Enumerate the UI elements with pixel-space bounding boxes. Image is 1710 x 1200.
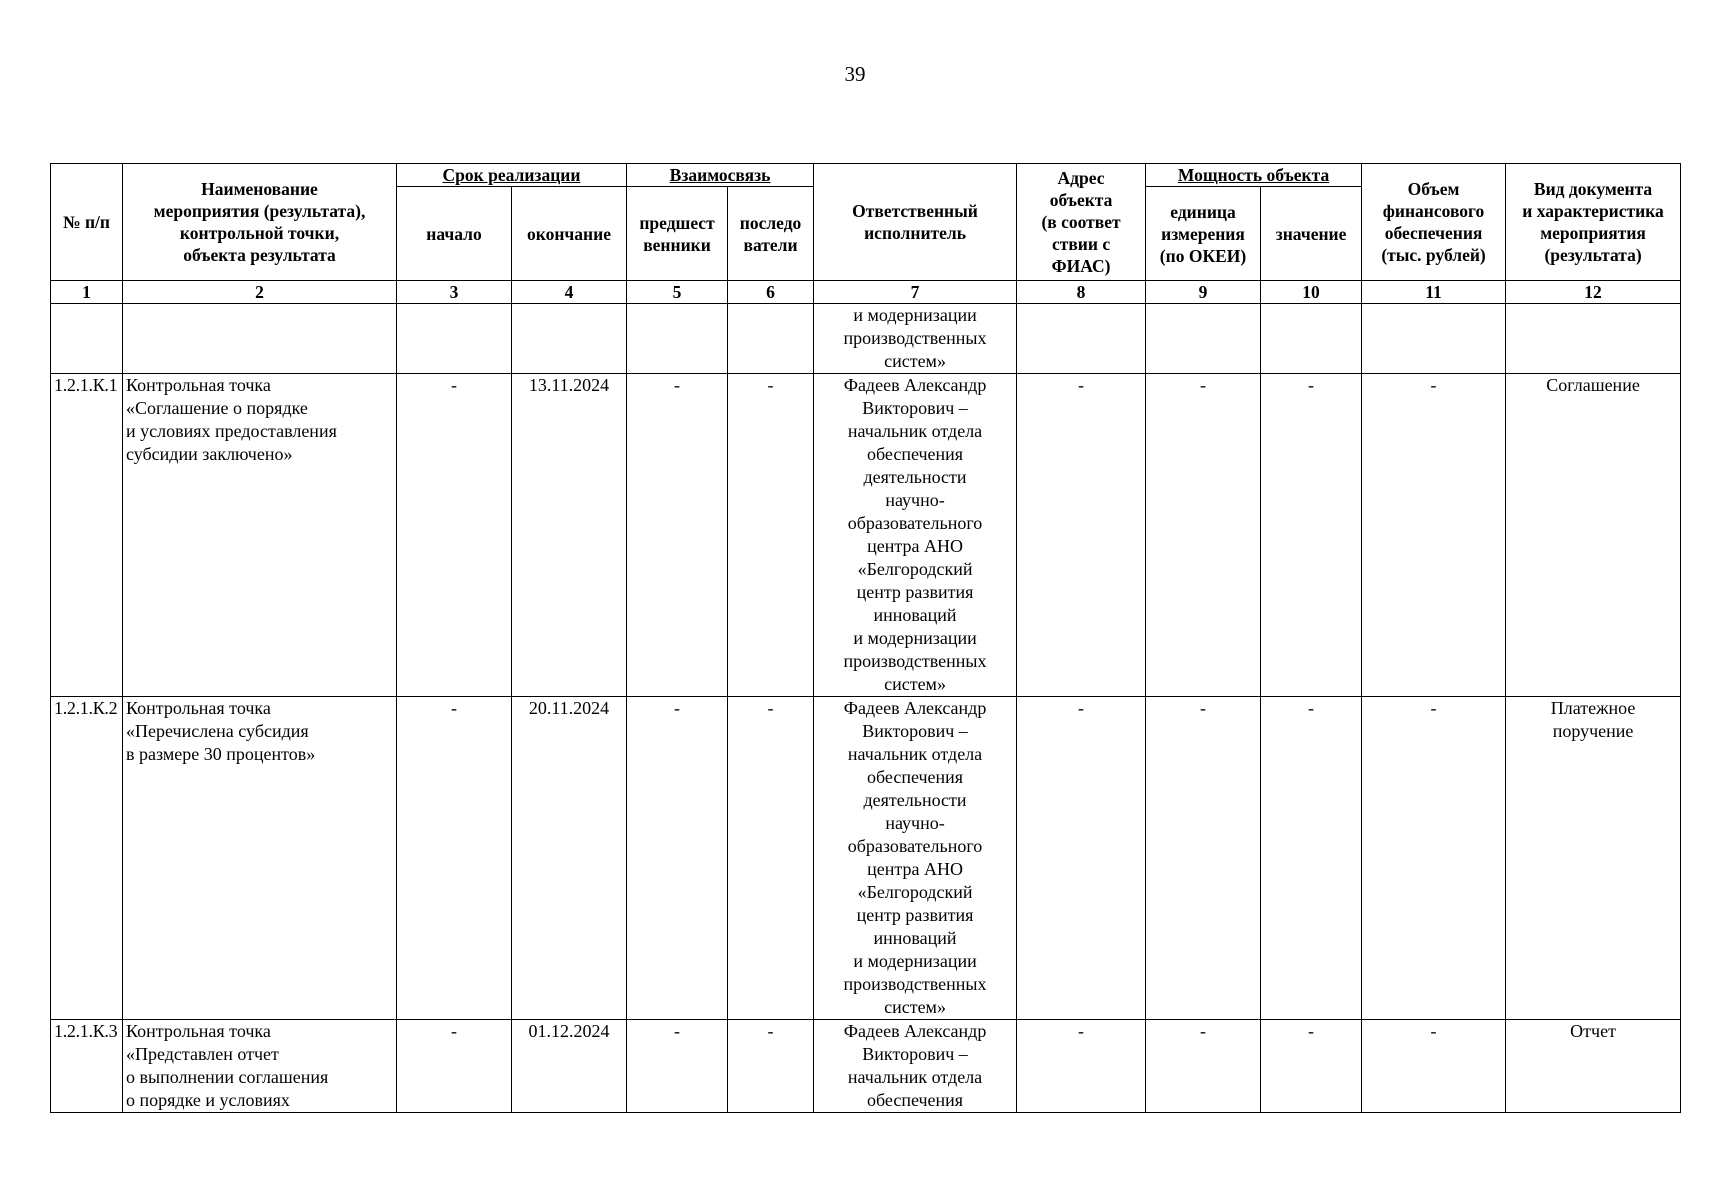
header-predecessors: предшест венники bbox=[627, 187, 728, 281]
header-unit: единица измерения (по ОКЕИ) bbox=[1146, 187, 1261, 281]
header-successors: последо ватели bbox=[728, 187, 814, 281]
cell-responsible: и модернизации производственных систем» bbox=[814, 304, 1017, 374]
header-group-link: Взаимосвязь bbox=[627, 164, 814, 187]
header-num: № п/п bbox=[51, 164, 123, 281]
cell-name: Контрольная точка «Представлен отчет о выполнении соглашения о порядке и условиях bbox=[123, 1020, 397, 1113]
cell-doc-type: Платежное поручение bbox=[1506, 697, 1681, 1020]
column-number: 11 bbox=[1362, 281, 1506, 304]
cell-financing: - bbox=[1362, 374, 1506, 697]
cell-start: - bbox=[397, 697, 512, 1020]
cell-value: - bbox=[1261, 697, 1362, 1020]
page-number: 39 bbox=[844, 62, 866, 86]
header-address: Адрес объекта (в соответ ствии с ФИАС) bbox=[1017, 164, 1146, 281]
cell-doc-type: Отчет bbox=[1506, 1020, 1681, 1113]
header-end: окончание bbox=[512, 187, 627, 281]
cell-name: Контрольная точка «Соглашение о порядке и условиях предоставления субсидии заключено» bbox=[123, 374, 397, 697]
cell-predecessors: - bbox=[627, 697, 728, 1020]
cell-responsible: Фадеев Александр Викторович – начальник отдела обеспечения деятельности научно- образовательного центра АНО «Белгородский центр развития инноваций и модернизации производственных систем» bbox=[814, 374, 1017, 697]
cell-responsible: Фадеев Александр Викторович – начальник отдела обеспечения bbox=[814, 1020, 1017, 1113]
column-number: 10 bbox=[1261, 281, 1362, 304]
cell-financing bbox=[1362, 304, 1506, 374]
cell-predecessors: - bbox=[627, 374, 728, 697]
plan-table bbox=[50, 163, 1681, 1113]
column-number: 1 bbox=[51, 281, 123, 304]
column-number: 6 bbox=[728, 281, 814, 304]
column-number: 2 bbox=[123, 281, 397, 304]
column-number: 5 bbox=[627, 281, 728, 304]
cell-value bbox=[1261, 304, 1362, 374]
cell-financing: - bbox=[1362, 1020, 1506, 1113]
cell-address: - bbox=[1017, 1020, 1146, 1113]
cell-successors: - bbox=[728, 1020, 814, 1113]
table-row bbox=[51, 1020, 1681, 1113]
header-number-row bbox=[51, 281, 1681, 304]
cell-value: - bbox=[1261, 374, 1362, 697]
header-start: начало bbox=[397, 187, 512, 281]
cell-end: 20.11.2024 bbox=[512, 697, 627, 1020]
header-responsible: Ответственный исполнитель bbox=[814, 164, 1017, 281]
header-group-term: Срок реализации bbox=[397, 164, 627, 187]
cell-num bbox=[51, 304, 123, 374]
cell-financing: - bbox=[1362, 697, 1506, 1020]
column-number: 9 bbox=[1146, 281, 1261, 304]
cell-name: Контрольная точка «Перечислена субсидия в размере 30 процентов» bbox=[123, 697, 397, 1020]
column-number: 4 bbox=[512, 281, 627, 304]
cell-predecessors bbox=[627, 304, 728, 374]
cell-successors: - bbox=[728, 697, 814, 1020]
table-header bbox=[51, 164, 1681, 304]
cell-start: - bbox=[397, 374, 512, 697]
cell-address bbox=[1017, 304, 1146, 374]
cell-address: - bbox=[1017, 374, 1146, 697]
cell-start: - bbox=[397, 1020, 512, 1113]
cell-num: 1.2.1.К.2 bbox=[51, 697, 123, 1020]
cell-successors: - bbox=[728, 374, 814, 697]
cell-successors bbox=[728, 304, 814, 374]
header-value: значение bbox=[1261, 187, 1362, 281]
cell-num: 1.2.1.К.1 bbox=[51, 374, 123, 697]
header-financing: Объем финансового обеспечения (тыс. рублей) bbox=[1362, 164, 1506, 281]
table-row bbox=[51, 374, 1681, 697]
cell-end: 01.12.2024 bbox=[512, 1020, 627, 1113]
cell-end: 13.11.2024 bbox=[512, 374, 627, 697]
cell-end bbox=[512, 304, 627, 374]
table-row bbox=[51, 304, 1681, 374]
cell-value: - bbox=[1261, 1020, 1362, 1113]
header-name: Наименование мероприятия (результата), контрольной точки, объекта результата bbox=[123, 164, 397, 281]
cell-unit bbox=[1146, 304, 1261, 374]
cell-name bbox=[123, 304, 397, 374]
cell-doc-type bbox=[1506, 304, 1681, 374]
cell-unit: - bbox=[1146, 697, 1261, 1020]
cell-unit: - bbox=[1146, 374, 1261, 697]
cell-unit: - bbox=[1146, 1020, 1261, 1113]
column-number: 8 bbox=[1017, 281, 1146, 304]
column-number: 3 bbox=[397, 281, 512, 304]
header-group-power: Мощность объекта bbox=[1146, 164, 1362, 187]
cell-doc-type: Соглашение bbox=[1506, 374, 1681, 697]
cell-start bbox=[397, 304, 512, 374]
cell-predecessors: - bbox=[627, 1020, 728, 1113]
cell-num: 1.2.1.К.3 bbox=[51, 1020, 123, 1113]
column-number: 7 bbox=[814, 281, 1017, 304]
cell-responsible: Фадеев Александр Викторович – начальник отдела обеспечения деятельности научно- образовательного центра АНО «Белгородский центр развития инноваций и модернизации производственных систем» bbox=[814, 697, 1017, 1020]
table-row bbox=[51, 697, 1681, 1020]
header-doc-type: Вид документа и характеристика мероприятия (результата) bbox=[1506, 164, 1681, 281]
column-number: 12 bbox=[1506, 281, 1681, 304]
cell-address: - bbox=[1017, 697, 1146, 1020]
